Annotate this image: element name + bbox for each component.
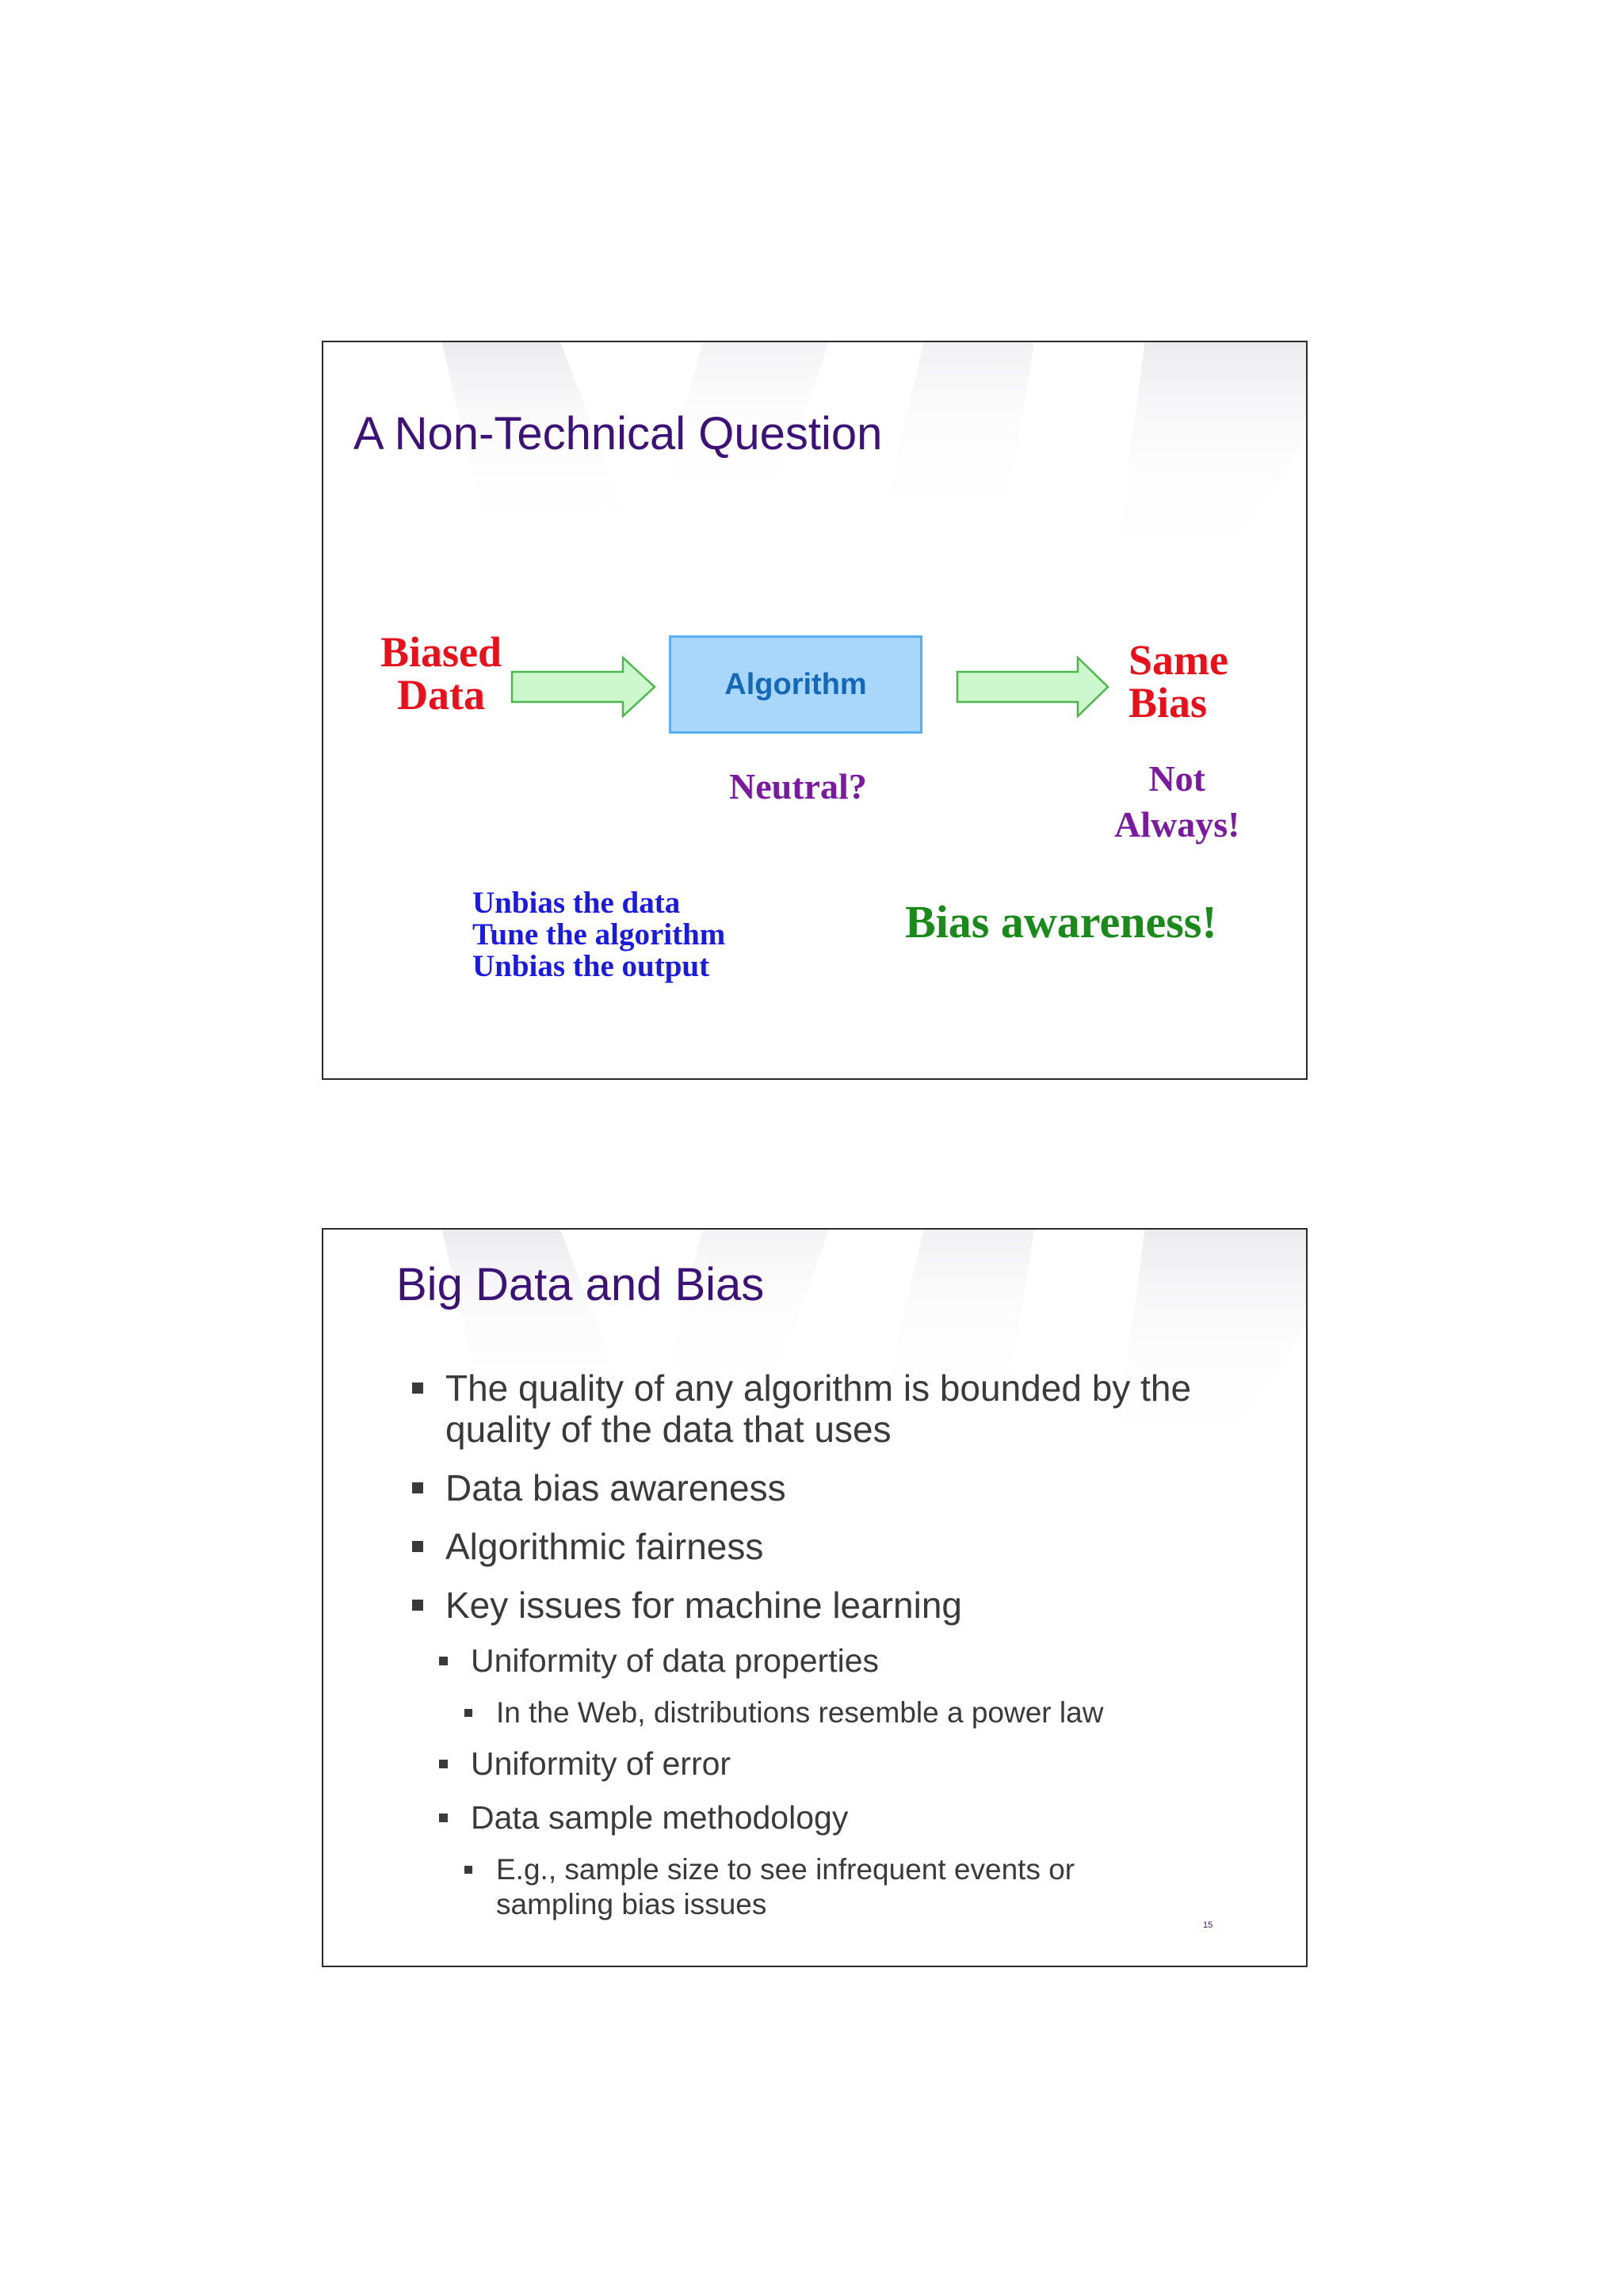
same-bias-label: [1128, 636, 1228, 727]
bullet-item: [445, 1467, 786, 1508]
sub-sub-bullet-item: [496, 1695, 1103, 1730]
sub-bullet-text: Data sample methodology: [471, 1799, 849, 1836]
not-always-line-1: Not: [1148, 758, 1205, 799]
bullet-text-line: The quality of any algorithm is bounded by the: [445, 1367, 1192, 1409]
square-bullet-icon: [464, 1866, 472, 1874]
algorithm-box: Algorithm: [669, 635, 922, 734]
bullet-item: [445, 1585, 962, 1626]
bullet-item: [445, 1526, 763, 1567]
square-bullet-icon: [412, 1600, 423, 1611]
square-bullet-icon: [439, 1760, 448, 1768]
square-bullet-icon: [412, 1541, 423, 1552]
remedies-list: [472, 887, 725, 982]
biased-data-label: [380, 628, 502, 719]
sub-bullet-item: [471, 1745, 731, 1783]
page-number: 15: [1203, 1920, 1213, 1930]
slide-non-technical-question: [322, 341, 1308, 1080]
remedy-item: Tune the algorithm: [472, 917, 726, 952]
right-arrow-icon: [956, 656, 1109, 718]
sub-bullet-text: Uniformity of error: [471, 1745, 731, 1782]
neutral-question: Neutral?: [729, 766, 867, 807]
sub-sub-bullet-item: [496, 1852, 1075, 1922]
slide-title: A Non-Technical Question: [353, 408, 883, 460]
remedy-item: Unbias the data: [472, 886, 681, 920]
sub-sub-bullet-text: In the Web, distributions resemble a power law: [496, 1696, 1104, 1729]
sub-bullet-text: Uniformity of data properties: [471, 1642, 880, 1679]
slide-title: Big Data and Bias: [396, 1259, 765, 1310]
biased-data-line-2: Data: [397, 671, 486, 719]
sub-bullet-item: [471, 1642, 879, 1680]
right-arrow-icon: [510, 656, 656, 718]
remedy-item: Unbias the output: [472, 949, 710, 983]
square-bullet-icon: [439, 1814, 448, 1822]
bullet-text-line: quality of the data that uses: [445, 1409, 892, 1450]
bullet-item: [445, 1367, 1191, 1450]
square-bullet-icon: [464, 1709, 472, 1717]
sub-sub-bullet-text-line: sampling bias issues: [496, 1888, 767, 1920]
bullet-text: Key issues for machine learning: [445, 1585, 962, 1626]
not-always-label: [1114, 756, 1239, 848]
same-bias-line-2: Bias: [1128, 679, 1208, 727]
sub-sub-bullet-text-line: E.g., sample size to see infrequent events or: [496, 1853, 1075, 1886]
same-bias-line-1: Same: [1128, 636, 1228, 684]
not-always-line-2: Always!: [1114, 804, 1240, 845]
square-bullet-icon: [412, 1383, 423, 1394]
slide-big-data-and-bias: [322, 1228, 1308, 1967]
square-bullet-icon: [439, 1657, 448, 1665]
bullet-text: Data bias awareness: [445, 1467, 786, 1508]
sub-bullet-item: [471, 1798, 848, 1836]
bullet-text: Algorithmic fairness: [445, 1526, 764, 1567]
square-bullet-icon: [412, 1482, 423, 1493]
biased-data-line-1: Biased: [380, 628, 502, 676]
bias-awareness-label: Bias awareness!: [905, 896, 1217, 948]
